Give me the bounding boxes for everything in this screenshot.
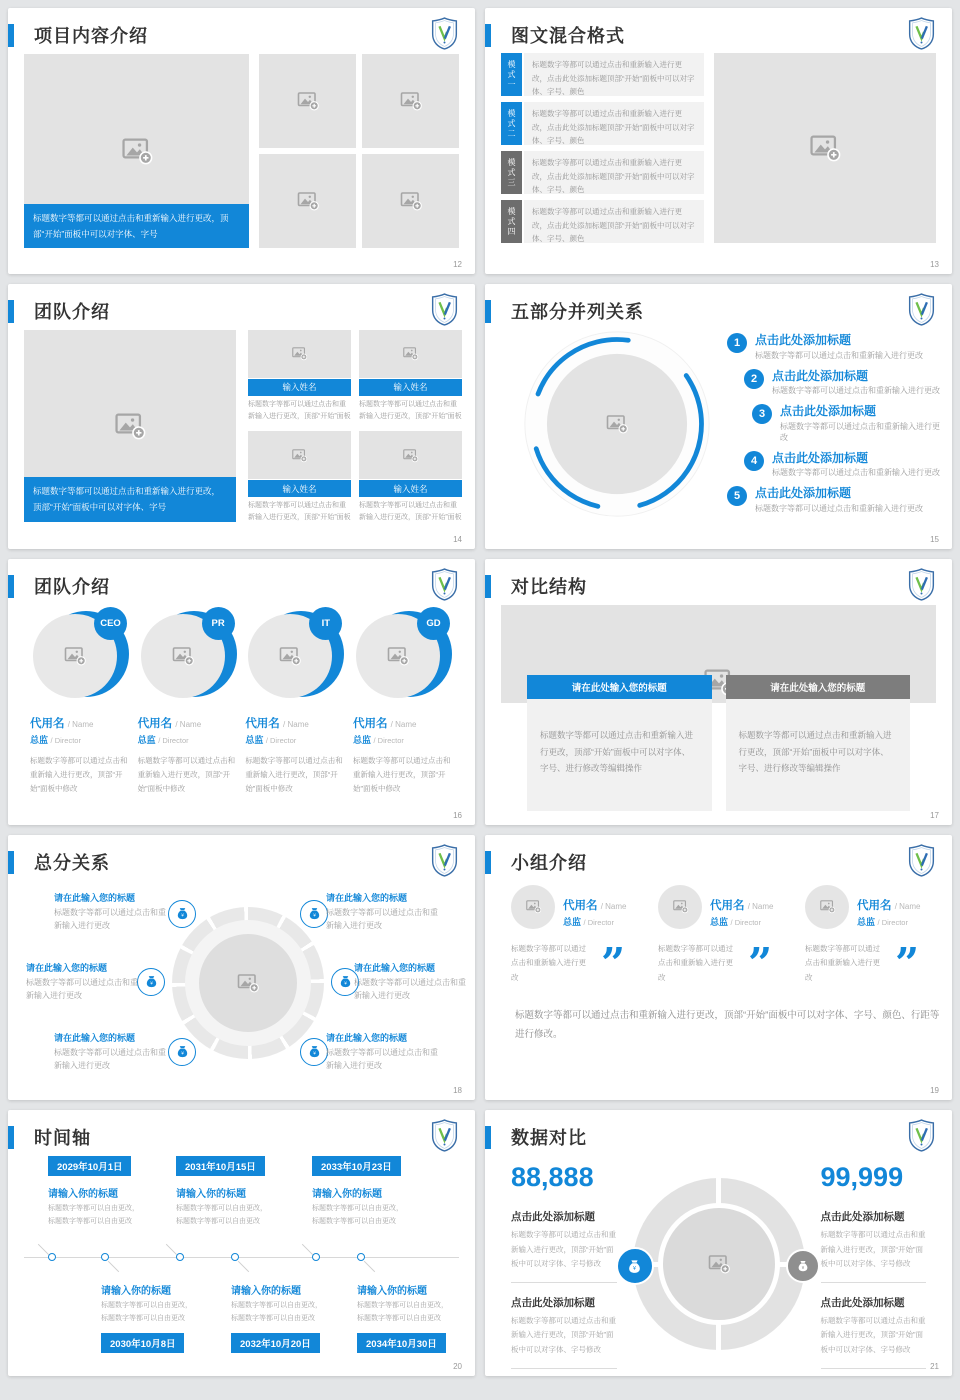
slide-content <box>485 328 952 520</box>
timeline-dot <box>48 1253 56 1261</box>
school-crest-icon <box>430 17 459 50</box>
member-role: 总监 <box>30 735 49 746</box>
compare-column-right <box>726 675 911 811</box>
slide-18[interactable] <box>8 835 475 1101</box>
member-name: 代用名 <box>857 900 892 913</box>
avatar <box>805 885 849 929</box>
avatar <box>356 611 450 703</box>
data-column-right <box>821 1158 927 1376</box>
column-body: 标题数字等都可以通过点击和重新输入进行更改，顶部“开始”面板中可以对字体、字号、进行修改等编辑操作 <box>527 699 712 811</box>
list-item <box>744 369 942 397</box>
item-desc: 标题数字等都可以通过点击和重新输入进行更改 <box>772 386 940 396</box>
block-heading: 请在此输入您的标题 <box>354 962 436 973</box>
member-name: 代用名 <box>352 718 388 731</box>
text-block <box>326 1031 444 1073</box>
group-row <box>511 885 926 989</box>
item-heading: 点击此处添加标题 <box>755 333 852 348</box>
card-text: 标题数字等都可以通过点击和重新输入进行更改，顶部“开始”面板 <box>359 502 462 522</box>
name-bar: 输入姓名 <box>248 480 351 497</box>
mode-row <box>501 200 704 243</box>
member-desc: 标题数字等都可以通过点击和重新输入进行更改，顶部“开始”面板中修改 <box>352 756 451 793</box>
image-add-icon <box>399 189 423 213</box>
role-badge: GD <box>417 607 450 640</box>
mode-tab: 模式一 <box>501 53 522 96</box>
timeline-event <box>357 1282 475 1352</box>
mode-list <box>501 53 704 243</box>
block-heading: 请在此输入您的标题 <box>326 892 408 903</box>
role-badge: IT <box>309 607 342 640</box>
image-add-icon <box>386 644 410 668</box>
member-cards <box>248 330 462 525</box>
block-desc: 标题数字等都可以通过点击和重新输入进行更改 <box>26 977 138 1001</box>
name-bar: 输入姓名 <box>248 379 351 396</box>
event-heading: 请输入你的标题 <box>101 1286 171 1298</box>
date-badge: 2034年10月30日 <box>357 1333 446 1353</box>
school-crest-icon <box>430 293 459 326</box>
image-add-icon <box>399 89 423 113</box>
mode-tab: 模式二 <box>501 102 522 145</box>
school-crest-icon <box>907 844 936 877</box>
block-desc: 标题数字等都可以通过点击和重新输入进行更改 <box>54 1047 166 1071</box>
slide-title: 团队介绍 <box>34 301 110 322</box>
event-text: 标题数字等都可以自由更改， 标题数字等都可以自由更改 <box>357 1302 448 1322</box>
school-crest-icon <box>907 293 936 326</box>
center-image-circle <box>172 907 324 1059</box>
member-name: 代用名 <box>245 718 280 731</box>
number-badge: 2 <box>744 369 764 389</box>
member-card <box>359 330 462 424</box>
mode-text: 标题数字等都可以通过点击和重新输入进行更改，点击此处添加标题顶部“开始”面板中可以对字体、字号、颜色 <box>524 102 704 145</box>
member-desc: 标题数字等都可以通过点击和重新输入进行更改，顶部“开始”面板中修改 <box>30 756 128 793</box>
event-text: 标题数字等都可以自由更改， 标题数字等都可以自由更改 <box>176 1205 267 1225</box>
column-heading: 请在此处输入您的标题 <box>726 675 911 699</box>
member-role: 总监 <box>710 917 729 928</box>
block-heading: 请在此输入您的标题 <box>326 1032 408 1043</box>
page-number: 14 <box>453 535 462 545</box>
event-heading: 请输入你的标题 <box>231 1286 301 1298</box>
slide-content <box>8 52 475 250</box>
image-placeholder <box>248 431 351 479</box>
role-badge: PR <box>202 607 235 640</box>
money-bag-icon <box>300 1038 328 1066</box>
timeline-connector <box>364 1261 375 1272</box>
block-desc: 标题数字等都可以通过点击和重新输入进行更改，顶部“开始”面板中可以对字体、字号修改 <box>511 1230 616 1268</box>
image-add-icon <box>113 409 147 443</box>
number-badge: 4 <box>744 451 764 471</box>
data-block <box>821 1295 927 1369</box>
avatar <box>658 885 702 929</box>
mode-tab: 模式四 <box>501 200 522 243</box>
image-placeholder <box>199 934 297 1032</box>
footer-paragraph: 标题数字等都可以通过点击和重新输入进行更改，顶部“开始”面板中可以对字体、字号、颜色、行距等进行修改。 <box>515 1009 940 1040</box>
slide-12[interactable] <box>8 8 475 274</box>
name-bar: 输入姓名 <box>359 480 462 497</box>
event-text: 标题数字等都可以自由更改， 标题数字等都可以自由更改 <box>312 1205 403 1225</box>
page-number: 15 <box>930 535 939 545</box>
timeline-connector <box>166 1244 177 1255</box>
text-block <box>54 1031 172 1073</box>
member-desc: 标题数字等都可以通过点击和重新输入进行更改，顶部“开始”面板中修改 <box>137 756 236 793</box>
quote-icon: ” <box>895 939 920 989</box>
number-badge: 3 <box>752 404 772 424</box>
member-card <box>359 431 462 525</box>
member-role-en: / Director <box>50 736 81 746</box>
data-block <box>511 1209 617 1283</box>
date-badge: 2031年10月15日 <box>176 1156 265 1176</box>
slide-title: 总分关系 <box>34 852 110 873</box>
quote-icon: ” <box>601 939 626 989</box>
image-add-icon <box>296 89 320 113</box>
title-accent-bar <box>8 24 14 47</box>
block-heading: 点击此处添加标题 <box>820 1211 905 1224</box>
member-desc: 标题数字等都可以通过点击和重新输入进行更改 <box>511 943 586 983</box>
member-desc: 标题数字等都可以通过点击和重新输入进行更改 <box>805 943 880 983</box>
image-add-icon <box>605 412 629 436</box>
member-card <box>248 431 351 525</box>
block-heading: 点击此处添加标题 <box>820 1297 905 1310</box>
event-heading: 请输入你的标题 <box>176 1189 246 1201</box>
mode-text: 标题数字等都可以通过点击和重新输入进行更改，点击此处添加标题顶部“开始”面板中可以对字体、字号、颜色 <box>524 200 704 243</box>
member-role: 总监 <box>857 917 876 928</box>
text-block <box>326 891 444 933</box>
slide-title: 五部分并列关系 <box>511 301 644 322</box>
slide-title: 项目内容介绍 <box>34 26 148 46</box>
slide-content <box>8 603 475 796</box>
page-number: 18 <box>453 1086 462 1096</box>
page-number: 21 <box>930 1362 939 1371</box>
text-block <box>54 891 172 933</box>
mode-tab: 模式三 <box>501 151 522 194</box>
image-placeholder <box>362 54 459 148</box>
item-desc: 标题数字等都可以通过点击和重新输入进行更改 <box>780 421 940 442</box>
member-role-en: / Director <box>265 736 297 746</box>
money-bag-icon <box>300 900 328 928</box>
slide-content <box>8 328 475 527</box>
list-item <box>744 451 942 479</box>
timeline-event <box>48 1156 174 1228</box>
member-desc: 标题数字等都可以通过点击和重新输入进行更改 <box>658 943 733 983</box>
page-number: 16 <box>453 810 462 820</box>
list-item <box>727 333 942 361</box>
list-item <box>727 486 942 514</box>
image-add-icon <box>707 1252 731 1276</box>
money-bag-icon <box>616 1247 654 1285</box>
member-name: 代用名 <box>30 718 65 731</box>
member-name-en: / Name <box>600 902 627 912</box>
data-column-left <box>511 1158 617 1376</box>
avatar <box>141 611 235 703</box>
title-accent-bar <box>485 24 491 47</box>
mode-text: 标题数字等都可以通过点击和重新输入进行更改，点击此处添加标题顶部“开始”面板中可以对字体、字号、颜色 <box>524 151 704 194</box>
title-accent-bar <box>485 575 491 598</box>
caption-box: 标题数字等都可以通过点击和重新输入进行更改，顶部“开始”面板中可以对字体、字号 <box>24 204 249 248</box>
image-add-icon <box>291 345 308 362</box>
member-desc: 标题数字等都可以通过点击和重新输入进行更改，顶部“开始”面板中修改 <box>245 756 343 793</box>
block-desc: 标题数字等都可以通过点击和重新输入进行更改 <box>326 1047 438 1071</box>
slide-title: 小组介绍 <box>511 852 587 873</box>
member-name: 代用名 <box>563 900 598 913</box>
member-role-en: / Director <box>877 918 908 928</box>
avatar <box>248 611 342 703</box>
slide-21[interactable] <box>485 1110 952 1376</box>
group-member <box>511 885 632 989</box>
metric-value: 88,888 <box>511 1162 594 1193</box>
page-number: 12 <box>453 259 462 269</box>
image-add-icon <box>120 134 154 168</box>
role-badge: CEO <box>94 607 127 640</box>
slide-content <box>18 1154 465 1360</box>
slide-title: 图文混合格式 <box>511 26 625 46</box>
member-card <box>248 330 351 424</box>
date-badge: 2029年10月1日 <box>48 1156 131 1176</box>
image-placeholder <box>714 53 936 243</box>
image-add-icon <box>402 447 419 464</box>
block-desc: 标题数字等都可以通过点击和重新输入进行更改 <box>354 977 466 1001</box>
member-name-en: / Name <box>747 902 774 912</box>
avatar <box>33 611 127 703</box>
school-crest-icon <box>907 17 936 50</box>
image-add-icon <box>819 898 836 915</box>
timeline-event <box>231 1282 357 1352</box>
number-badge: 1 <box>727 333 747 353</box>
item-heading: 点击此处添加标题 <box>772 450 869 465</box>
slide-14[interactable] <box>8 284 475 550</box>
date-badge: 2032年10月20日 <box>231 1333 320 1353</box>
item-desc: 标题数字等都可以通过点击和重新输入进行更改 <box>772 468 940 478</box>
slide-content <box>485 52 952 244</box>
image-add-icon <box>291 447 308 464</box>
block-desc: 标题数字等都可以通过点击和重新输入进行更改，顶部“开始”面板中可以对字体、字号修改 <box>820 1230 926 1268</box>
slide-title: 团队介绍 <box>34 577 110 598</box>
image-placeholder <box>359 330 462 378</box>
member-role-en: / Director <box>158 736 189 746</box>
slide-13[interactable] <box>485 8 952 274</box>
image-placeholder <box>259 154 356 248</box>
school-crest-icon <box>907 568 936 601</box>
event-text: 标题数字等都可以自由更改， 标题数字等都可以自由更改 <box>231 1302 322 1322</box>
number-badge: 5 <box>727 486 747 506</box>
timeline-event <box>101 1282 227 1352</box>
image-add-icon <box>171 644 195 668</box>
school-crest-icon <box>907 1119 936 1152</box>
center-image-circle <box>521 328 713 520</box>
date-badge: 2030年10月8日 <box>101 1333 184 1353</box>
member-role-en: / Director <box>583 918 614 928</box>
mode-text: 标题数字等都可以通过点击和重新输入进行更改，点击此处添加标题顶部“开始”面板中可以对字体、字号、颜色 <box>524 53 704 96</box>
avatar <box>511 885 555 929</box>
date-badge: 2033年10月23日 <box>312 1156 401 1176</box>
group-member <box>658 885 779 989</box>
quote-icon: ” <box>748 939 773 989</box>
card-text: 标题数字等都可以通过点击和重新输入进行更改，顶部“开始”面板 <box>248 502 351 522</box>
item-heading: 点击此处添加标题 <box>780 404 877 419</box>
member-role: 总监 <box>137 735 156 746</box>
image-placeholder <box>359 431 462 479</box>
timeline-line <box>24 1257 459 1258</box>
member-role-en: / Director <box>373 736 404 746</box>
money-bag-icon <box>168 1038 196 1066</box>
member-name-en: / Name <box>283 720 309 730</box>
timeline-connector <box>38 1244 49 1255</box>
member-role-en: / Director <box>730 918 761 928</box>
data-block <box>511 1295 617 1369</box>
slide-title: 对比结构 <box>511 577 587 598</box>
metric-value: 99,999 <box>820 1162 904 1193</box>
title-accent-bar <box>8 1126 14 1149</box>
money-bag-icon <box>786 1249 820 1283</box>
school-crest-icon <box>430 844 459 877</box>
block-heading: 请在此输入您的标题 <box>26 962 108 973</box>
block-desc: 标题数字等都可以通过点击和重新输入进行更改，顶部“开始”面板中可以对字体、字号修改 <box>511 1316 616 1354</box>
title-accent-bar <box>485 300 491 323</box>
team-member <box>353 611 453 796</box>
member-role: 总监 <box>352 735 371 746</box>
member-role: 总监 <box>563 917 582 928</box>
mode-row <box>501 102 704 145</box>
slide-content <box>485 603 952 813</box>
slide-17[interactable] <box>485 559 952 825</box>
slide-title: 数据对比 <box>511 1128 587 1149</box>
member-name-en: / Name <box>894 902 921 912</box>
member-name-en: / Name <box>67 720 94 730</box>
title-accent-bar <box>8 851 14 874</box>
timeline-connector <box>238 1261 249 1272</box>
column-body: 标题数字等都可以通过点击和重新输入进行更改，顶部“开始”面板中可以对字体、字号、进行修改等编辑操作 <box>726 699 911 811</box>
image-add-icon <box>402 345 419 362</box>
image-add-icon <box>672 898 689 915</box>
image-placeholder <box>24 54 249 248</box>
slide-16[interactable] <box>8 559 475 825</box>
block-desc: 标题数字等都可以通过点击和重新输入进行更改 <box>54 907 166 931</box>
event-text: 标题数字等都可以自由更改， 标题数字等都可以自由更改 <box>48 1205 139 1225</box>
card-text: 标题数字等都可以通过点击和重新输入进行更改，顶部“开始”面板 <box>359 400 462 420</box>
event-heading: 请输入你的标题 <box>312 1189 382 1201</box>
slide-19[interactable] <box>485 835 952 1101</box>
image-add-icon <box>296 189 320 213</box>
school-crest-icon <box>430 1119 459 1152</box>
thumbnail-grid <box>259 54 459 248</box>
event-text: 标题数字等都可以自由更改， 标题数字等都可以自由更改 <box>101 1302 192 1322</box>
text-block <box>354 961 472 1003</box>
member-name-en: / Name <box>175 720 202 730</box>
numbered-list <box>727 333 942 514</box>
comparison-columns <box>501 675 936 811</box>
mode-row <box>501 53 704 96</box>
column-heading: 请在此处输入您的标题 <box>527 675 712 699</box>
mode-row <box>501 151 704 194</box>
event-heading: 请输入你的标题 <box>357 1286 427 1298</box>
event-heading: 请输入你的标题 <box>48 1189 118 1201</box>
caption-box: 标题数字等都可以通过点击和重新输入进行更改，顶部“开始”面板中可以对字体、字号 <box>24 477 236 521</box>
compare-column-left <box>527 675 712 811</box>
timeline-dot <box>312 1253 320 1261</box>
title-accent-bar <box>8 300 14 323</box>
team-member <box>245 611 345 796</box>
team-member <box>30 611 130 796</box>
school-crest-icon <box>430 568 459 601</box>
list-item <box>752 404 942 443</box>
money-bag-icon <box>168 900 196 928</box>
image-add-icon <box>278 644 302 668</box>
title-accent-bar <box>485 851 491 874</box>
block-heading: 请在此输入您的标题 <box>54 892 136 903</box>
slide-15[interactable] <box>485 284 952 550</box>
title-accent-bar <box>485 1126 491 1149</box>
image-placeholder <box>362 154 459 248</box>
block-heading: 点击此处添加标题 <box>511 1297 595 1310</box>
text-block <box>26 961 144 1003</box>
timeline-dot <box>176 1253 184 1261</box>
data-block <box>821 1209 927 1283</box>
card-text: 标题数字等都可以通过点击和重新输入进行更改，顶部“开始”面板 <box>248 400 351 420</box>
block-desc: 标题数字等都可以通过点击和重新输入进行更改 <box>326 907 438 931</box>
slide-20[interactable] <box>8 1110 475 1376</box>
image-add-icon <box>525 898 542 915</box>
image-add-icon <box>63 644 87 668</box>
member-name: 代用名 <box>710 900 745 913</box>
timeline-event <box>312 1156 438 1228</box>
timeline-connector <box>302 1244 313 1255</box>
item-heading: 点击此处添加标题 <box>772 368 869 383</box>
timeline-connector <box>108 1261 119 1272</box>
block-heading: 点击此处添加标题 <box>511 1211 595 1224</box>
member-role: 总监 <box>245 735 264 746</box>
image-add-icon <box>236 971 260 995</box>
slide-title: 时间轴 <box>34 1128 91 1149</box>
team-member <box>138 611 238 796</box>
image-add-icon <box>808 131 842 165</box>
image-placeholder <box>658 1203 780 1325</box>
block-heading: 请在此输入您的标题 <box>54 1032 136 1043</box>
image-placeholder <box>248 330 351 378</box>
item-desc: 标题数字等都可以通过点击和重新输入进行更改 <box>755 504 923 514</box>
page-number: 13 <box>930 259 939 269</box>
image-placeholder <box>259 54 356 148</box>
page-number: 20 <box>453 1362 462 1371</box>
member-name: 代用名 <box>137 718 173 731</box>
title-accent-bar <box>8 575 14 598</box>
member-name-en: / Name <box>390 720 417 730</box>
name-bar: 输入姓名 <box>359 379 462 396</box>
timeline-event <box>176 1156 302 1228</box>
slide-content <box>8 879 475 1089</box>
slide-content <box>485 1154 952 1376</box>
block-desc: 标题数字等都可以通过点击和重新输入进行更改，顶部“开始”面板中可以对字体、字号修改 <box>820 1316 926 1354</box>
page-number: 19 <box>930 1086 939 1096</box>
page-number: 17 <box>930 810 939 820</box>
item-heading: 点击此处添加标题 <box>755 486 852 501</box>
image-placeholder <box>24 330 236 522</box>
slide-content <box>485 879 952 1044</box>
donut-figure <box>633 1178 805 1350</box>
group-member <box>805 885 926 989</box>
item-desc: 标题数字等都可以通过点击和重新输入进行更改 <box>755 350 923 360</box>
